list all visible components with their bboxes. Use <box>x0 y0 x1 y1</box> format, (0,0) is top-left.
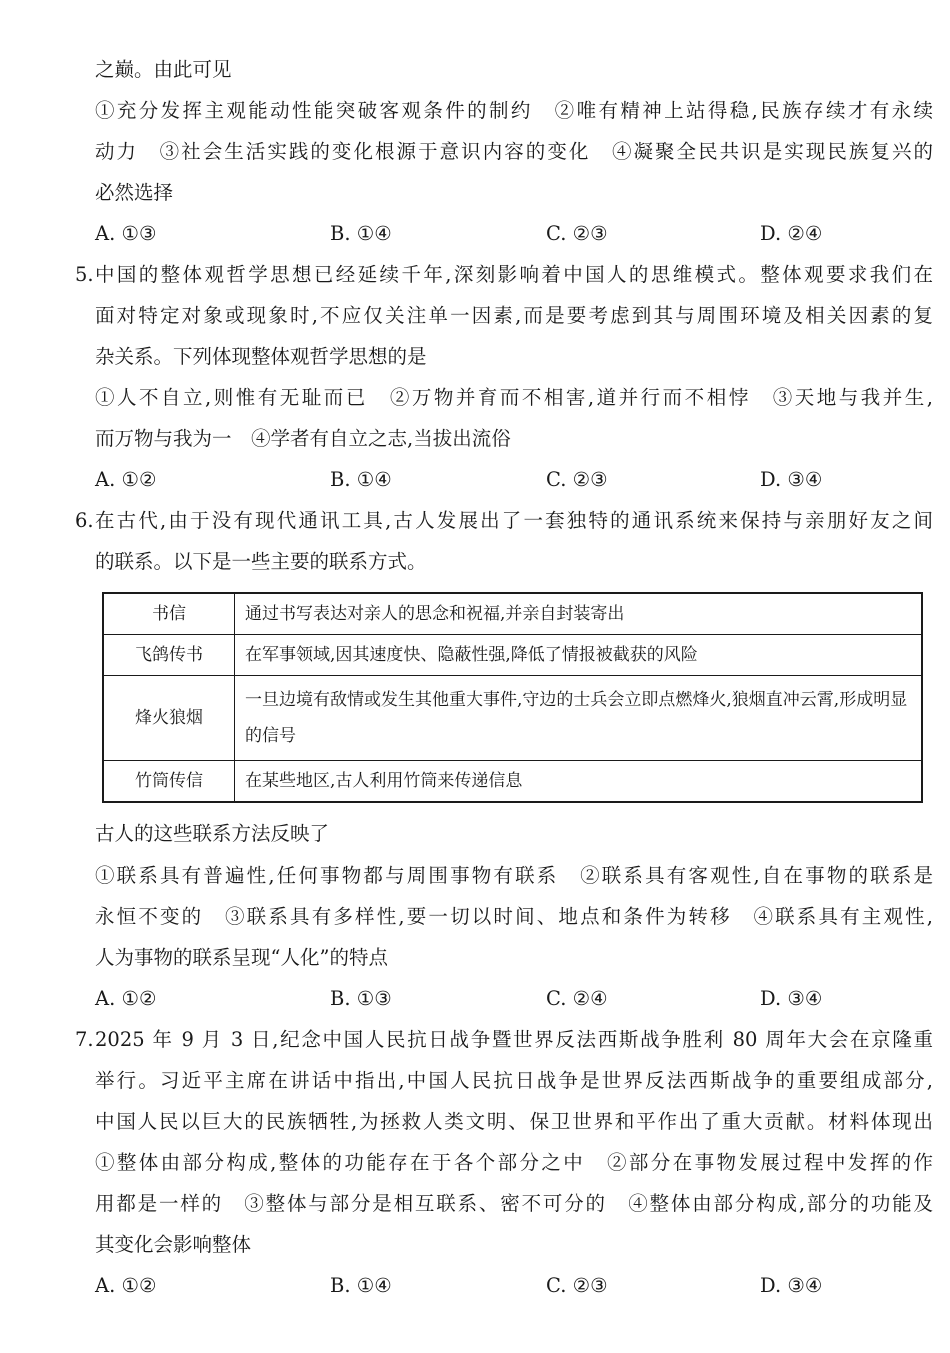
q7-option-c: C. ②③ <box>546 1274 608 1297</box>
communication-methods-table <box>102 592 923 803</box>
q6-line-2: 的联系。以下是一些主要的联系方式。 <box>95 550 427 573</box>
q6-option-a: A. ①② <box>95 987 157 1010</box>
q7-line-3: 中国人民以巨大的民族牺牲,为拯救人类文明、保卫世界和平作出了重大贡献。材料体现出 <box>95 1110 933 1133</box>
q6-line-1: 在古代,由于没有现代通讯工具,古人发展出了一套独特的通讯系统来保持与亲朋好友之间 <box>95 509 933 532</box>
q7-option-a: A. ①② <box>95 1274 157 1297</box>
q5-line-4: ①人不自立,则惟有无耻而已 ②万物并育而不相害,道并行而不相悖 ③天地与我并生, <box>95 386 933 409</box>
q4-option-d: D. ②④ <box>760 222 823 245</box>
method-name: 竹筒传信 <box>103 761 235 803</box>
q6-after-2: ①联系具有普遍性,任何事物都与周围事物有联系 ②联系具有客观性,自在事物的联系是 <box>95 864 933 887</box>
q5-number: 5. <box>75 263 94 286</box>
table-row <box>103 676 922 761</box>
q7-line-4: ①整体由部分构成,整体的功能存在于各个部分之中 ②部分在事物发展过程中发挥的作 <box>95 1151 933 1174</box>
q5-option-d: D. ③④ <box>760 468 823 491</box>
q6-after-4: 人为事物的联系呈现“人化”的特点 <box>95 946 388 969</box>
q7-option-d: D. ③④ <box>760 1274 823 1297</box>
q6-number: 6. <box>75 509 94 532</box>
q7-line-5: 用都是一样的 ③整体与部分是相互联系、密不可分的 ④整体由部分构成,部分的功能及 <box>95 1192 933 1215</box>
q7-line-1: 2025 年 9 月 3 日,纪念中国人民抗日战争暨世界反法西斯战争胜利 80 周年大会在京隆重 <box>95 1028 933 1051</box>
q7-line-6: 其变化会影响整体 <box>95 1233 252 1256</box>
q6-option-d: D. ③④ <box>760 987 823 1010</box>
q5-option-a: A. ①② <box>95 468 157 491</box>
q5-line-5: 而万物与我为一 ④学者有自立之志,当拔出流俗 <box>95 427 511 450</box>
q5-line-2: 面对特定对象或现象时,不应仅关注单一因素,而是要考虑到其与周围环境及相关因素的复 <box>95 304 933 327</box>
q6-after-1: 古人的这些联系方法反映了 <box>95 822 330 845</box>
method-desc: 一旦边境有敌情或发生其他重大事件,守边的士兵会立即点燃烽火,狼烟直冲云霄,形成明显的信号 <box>235 676 923 761</box>
table-row <box>103 761 922 803</box>
method-name: 烽火狼烟 <box>103 676 235 761</box>
q5-option-b: B. ①④ <box>330 468 392 491</box>
q5-line-1: 中国的整体观哲学思想已经延续千年,深刻影响着中国人的思维模式。整体观要求我们在 <box>95 263 933 286</box>
method-desc: 在军事领域,因其速度快、隐蔽性强,降低了情报被截获的风险 <box>235 635 923 676</box>
q4-option-a: A. ①③ <box>95 222 157 245</box>
q4-line-4: 必然选择 <box>95 181 174 204</box>
methods-table <box>102 592 923 803</box>
q7-number: 7. <box>75 1028 94 1051</box>
q4-line-3: 动力 ③社会生活实践的变化根源于意识内容的变化 ④凝聚全民共识是实现民族复兴的 <box>95 140 933 163</box>
q6-option-c: C. ②④ <box>546 987 608 1010</box>
q5-line-3: 杂关系。下列体现整体观哲学思想的是 <box>95 345 427 368</box>
table-row <box>103 593 922 635</box>
q5-option-c: C. ②③ <box>546 468 608 491</box>
q4-option-c: C. ②③ <box>546 222 608 245</box>
table-row <box>103 635 922 676</box>
q6-option-b: B. ①③ <box>330 987 392 1010</box>
q4-line-1: 之巅。由此可见 <box>95 58 232 81</box>
method-name: 飞鸽传书 <box>103 635 235 676</box>
q7-line-2: 举行。习近平主席在讲话中指出,中国人民抗日战争是世界反法西斯战争的重要组成部分, <box>95 1069 933 1092</box>
method-desc: 在某些地区,古人利用竹筒来传递信息 <box>235 761 923 803</box>
q6-after-3: 永恒不变的 ③联系具有多样性,要一切以时间、地点和条件为转移 ④联系具有主观性, <box>95 905 933 928</box>
method-name: 书信 <box>103 593 235 635</box>
q7-option-b: B. ①④ <box>330 1274 392 1297</box>
q4-line-2: ①充分发挥主观能动性能突破客观条件的制约 ②唯有精神上站得稳,民族存续才有永续 <box>95 99 933 122</box>
method-desc: 通过书写表达对亲人的思念和祝福,并亲自封装寄出 <box>235 593 923 635</box>
q4-option-b: B. ①④ <box>330 222 392 245</box>
